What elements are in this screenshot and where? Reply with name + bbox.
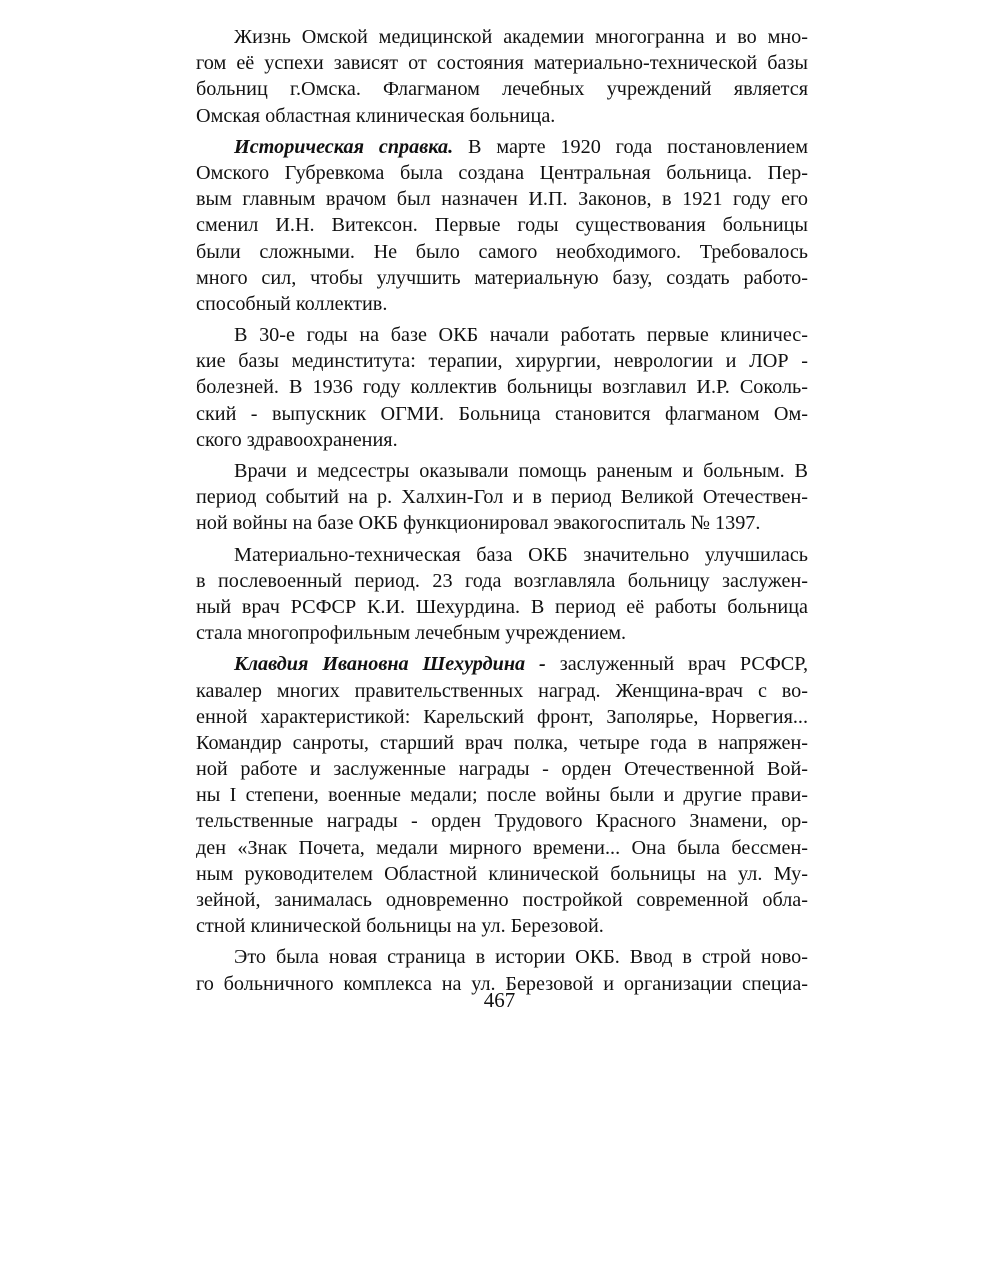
paragraph — [196, 651, 808, 939]
text-line: го больничного комплекса на ул. Березовой и организации специа- — [196, 972, 808, 995]
text-line: ского здравоохранения. — [196, 428, 398, 451]
text-line: Жизнь Омской медицинской академии многогранна и во мно- — [234, 26, 808, 48]
text-line: гом её успехи зависят от состояния материально-технической базы — [196, 52, 808, 75]
text-line: В 30-е годы на базе ОКБ начали работать первые клиничес- — [234, 324, 808, 347]
paragraph — [196, 542, 808, 647]
paragraph — [196, 134, 808, 317]
text-line: стной клинической больницы на ул. Березовой. — [196, 915, 604, 938]
text-line: ной работе и заслуженные награды - орден Отечественной Вой- — [196, 758, 808, 781]
text-line: период событий на р. Халхин-Гол и в период Великой Отечествен- — [196, 486, 808, 509]
text-line: кавалер многих правительственных наград. Женщина-врач с во- — [196, 679, 808, 702]
text-line: больниц г.Омска. Флагманом лечебных учреждений является — [196, 78, 808, 101]
text-line: ной войны на базе ОКБ функционировал эвакогоспиталь № 1397. — [196, 512, 761, 535]
text-line: кие базы мединститута: терапии, хирургии, неврологии и ЛОР - — [196, 350, 808, 373]
text-line: были сложными. Не было самого необходимого. Требовалось — [196, 240, 808, 263]
text-line: вым главным врачом был назначен И.П. Законов, в 1921 году его — [196, 188, 808, 211]
text-line: способный коллектив. — [196, 292, 388, 315]
text-line: ны I степени, военные медали; после войны были и другие прави- — [196, 784, 808, 807]
text-line: Командир санроты, старший врач полка, четыре года в напряжен- — [196, 731, 808, 754]
text-line: Материально-техническая база ОКБ значительно улучшилась — [234, 543, 808, 566]
text-line: в послевоенный период. 23 года возглавляла больницу заслужен- — [196, 569, 808, 592]
text-line: тельственные награды - орден Трудового Красного Знамени, ор- — [196, 810, 808, 833]
text-line: Омская областная клиническая больница. — [196, 104, 556, 127]
paragraph — [196, 458, 808, 537]
text-line: зейной, занималась одновременно постройкой современной обла- — [196, 889, 808, 911]
paragraph-heading: Историческая справка. — [234, 135, 454, 158]
text-line: Врачи и медсестры оказывали помощь раненым и больным. В — [234, 460, 808, 482]
text-line — [196, 651, 808, 677]
text-line: ный врач РСФСР К.И. Шехурдина. В период её работы больница — [196, 595, 808, 618]
paragraph — [196, 24, 808, 129]
text-line: стала многопрофильным лечебным учреждением. — [196, 622, 627, 645]
text-line: ский - выпускник ОГМИ. Больница становится флагманом Ом- — [196, 402, 808, 425]
paragraph-heading: Клавдия Ивановна Шехурдина - — [234, 653, 560, 676]
text-line: Омского Губревкома была создана Центральная больница. Пер- — [196, 161, 808, 184]
text-line: Это была новая страница в истории ОКБ. Ввод в строй ново- — [234, 946, 808, 969]
text-line: ден «Знак Почета, медали мирного времени... Она была бессмен- — [196, 836, 808, 859]
paragraph — [196, 322, 808, 453]
text-run: заслуженный врач РСФСР, — [559, 653, 808, 676]
text-line: сменил И.Н. Витексон. Первые годы существования больницы — [196, 214, 808, 237]
document-page — [196, 24, 808, 997]
text-line: много сил, чтобы улучшить материальную базу, создать работо- — [196, 266, 808, 289]
text-run: В марте 1920 года постановлением — [453, 135, 808, 158]
text-line: ным руководителем Областной клинической больницы на ул. Му- — [196, 862, 808, 885]
page-number: 467 — [483, 988, 516, 1012]
text-line: енной характеристикой: Карельский фронт, Заполярье, Норвегия... — [196, 705, 808, 728]
text-line: болезней. В 1936 году коллектив больницы возглавил И.Р. Соколь- — [196, 376, 808, 399]
text-line — [196, 134, 808, 160]
